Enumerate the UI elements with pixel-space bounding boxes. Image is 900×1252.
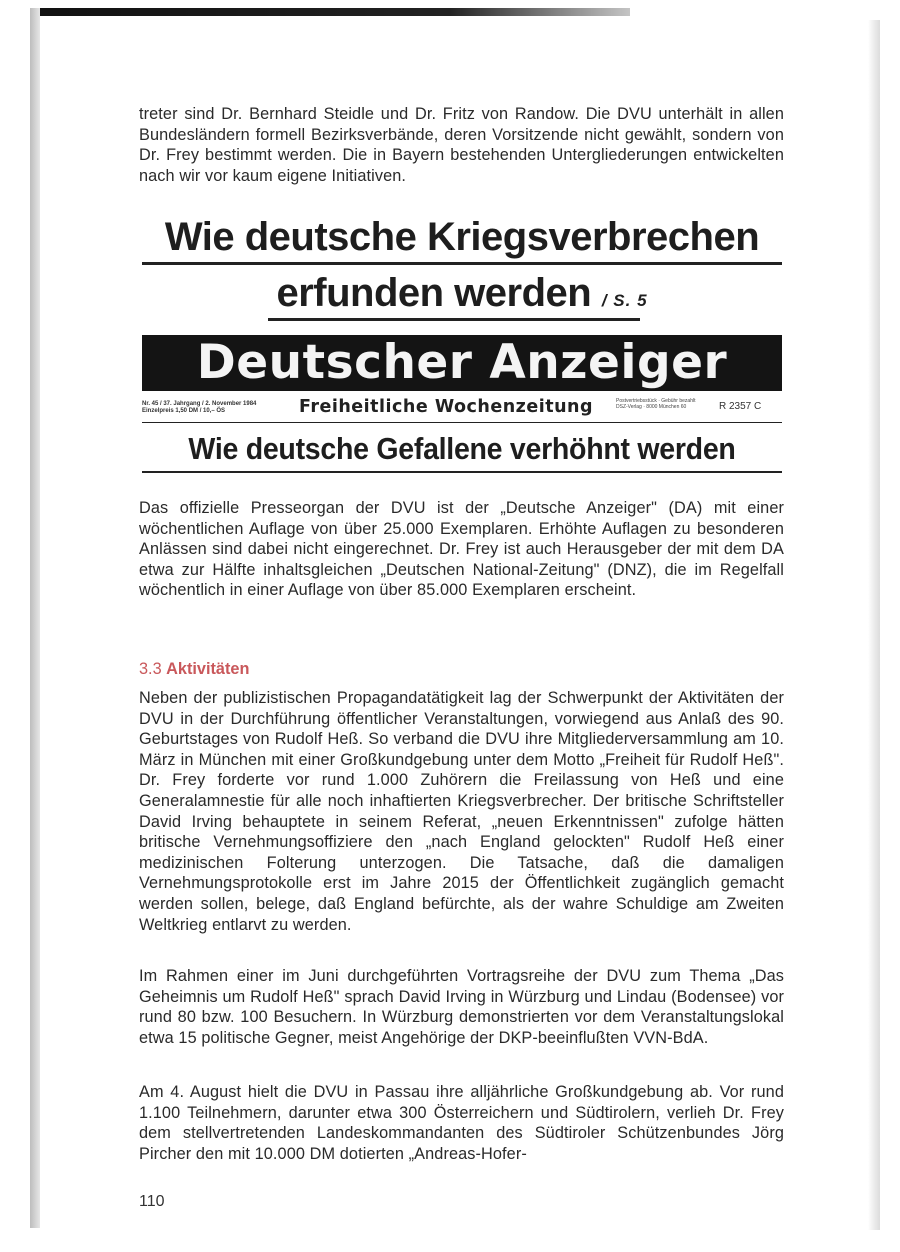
masthead-banner: Deutscher Anzeiger — [142, 335, 782, 391]
section-heading — [139, 659, 249, 679]
scan-edge-right — [868, 20, 880, 1230]
clipping-divider — [142, 422, 782, 423]
postal-info — [616, 398, 712, 410]
headline-line2-text: erfunden werden — [276, 271, 592, 315]
issue-info — [142, 401, 262, 415]
headline3-rule — [142, 471, 782, 473]
clipping-headline3: Wie deutsche Gefallene verhöhnt werden — [188, 431, 736, 466]
issue-info-line1: Nr. 45 / 37. Jahrgang / 2. November 1984 — [142, 401, 257, 407]
postal-info-line1: Postvertriebsstück · Gebühr bezahlt — [616, 398, 696, 404]
section-number: 3.3 — [139, 660, 162, 678]
paragraph-press-organ: Das offizielle Presseorgan der DVU ist der „Deutsche Anzeiger" (DA) mit einer wöchentlichen Auflage von über 25.000 Exemplaren. Erhöhte Auflagen zu besonderen Anlässen sind dabei nicht eingerechnet. Dr. Frey ist auch Herausgeber der mit dem DA etwa zur Hälfte inhaltsgleichen „Deutschen National-Zeitung" (DNZ), die im Regelfall wöchentlich in einer Auflage von über 85.000 Exemplaren erscheint. — [139, 499, 784, 600]
headline-rule — [142, 262, 782, 265]
postal-info-line2: DSZ-Verlag · 8000 München 60 — [616, 404, 687, 410]
scan-edge-top — [30, 8, 630, 16]
paragraph-activities-1: Neben der publizistischen Propagandatätigkeit lag der Schwerpunkt der Aktivitäten der DVU in der Durchführung öffentlicher Veranstaltungen, vorwiegend aus Anlaß des 90. Geburtstages von Rudolf Heß. So verband die DVU ihre Mitgliederversammlung am 10. März in München mit einer Großkundgebung unter dem Motto „Freiheit für Rudolf Heß". Dr. Frey forderte vor rund 1.000 Zuhörern die Freilassung von Heß und eine Generalamnestie für alle noch inhaftierten Kriegsverbrecher. Der britische Schriftsteller David Irving behauptete in seinem Referat, „neuen Erkenntnissen" zufolge hätten britische Vernehmungsoffiziere den „nach England gelockten" Rudolf Heß einer medizinischen Folterung unterzogen. Die Tatsache, daß die damaligen Vernehmungsprotokolle erst im Jahre 2015 der Öffentlichkeit zugänglich gemacht werden sollen, belege, daß England befürchte, als der wahre Schuldige am Zweiten Weltkrieg entlarvt zu werden. — [139, 689, 784, 934]
page-reference: / S. 5 — [601, 291, 648, 310]
issue-info-line2: Einzelpreis 1,50 DM / 10,– ÖS — [142, 408, 226, 414]
headline-underline — [268, 318, 640, 321]
masthead-tagline: Freiheitliche Wochenzeitung — [299, 397, 594, 417]
paragraph-intro: treter sind Dr. Bernhard Steidle und Dr. Fritz von Randow. Die DVU unterhält in allen Bundesländern formell Bezirksverbände, deren Vorsitzende nicht gewählt, sondern von Dr. Frey bestimmt werden. Die in Bayern bestehenden Untergliederungen entwickelten nach wir vor kaum eigene Initiativen. — [139, 105, 784, 185]
page-number: 110 — [139, 1193, 165, 1210]
paragraph-activities-3: Am 4. August hielt die DVU in Passau ihre alljährliche Großkundgebung ab. Vor rund 1.100 Teilnehmern, darunter etwa 300 Österreichern und Südtirolern, verlieh Dr. Frey dem stellvertretenden Landeskommandanten des Südtiroler Schützenbundes Jörg Pircher den mit 10.000 DM dotierten „Andreas-Hofer- — [139, 1083, 784, 1163]
postal-code: R 2357 C — [719, 401, 762, 412]
section-title: Aktivitäten — [166, 660, 250, 678]
scan-edge-left — [30, 8, 40, 1228]
clipping-headline-line2 — [142, 270, 782, 324]
clipping-headline-line1: Wie deutsche Kriegsverbrechen — [164, 215, 760, 259]
paragraph-activities-2: Im Rahmen einer im Juni durchgeführten Vortragsreihe der DVU zum Thema „Das Geheimnis um Rudolf Heß" sprach David Irving in Würzburg und Lindau (Bodensee) vor rund 80 bzw. 100 Besuchern. In Würzburg demonstrierten vor dem Veranstaltungslokal etwa 15 politische Gegner, meist Angehörige der DKP-beeinflußten VVN-BdA. — [139, 967, 784, 1047]
